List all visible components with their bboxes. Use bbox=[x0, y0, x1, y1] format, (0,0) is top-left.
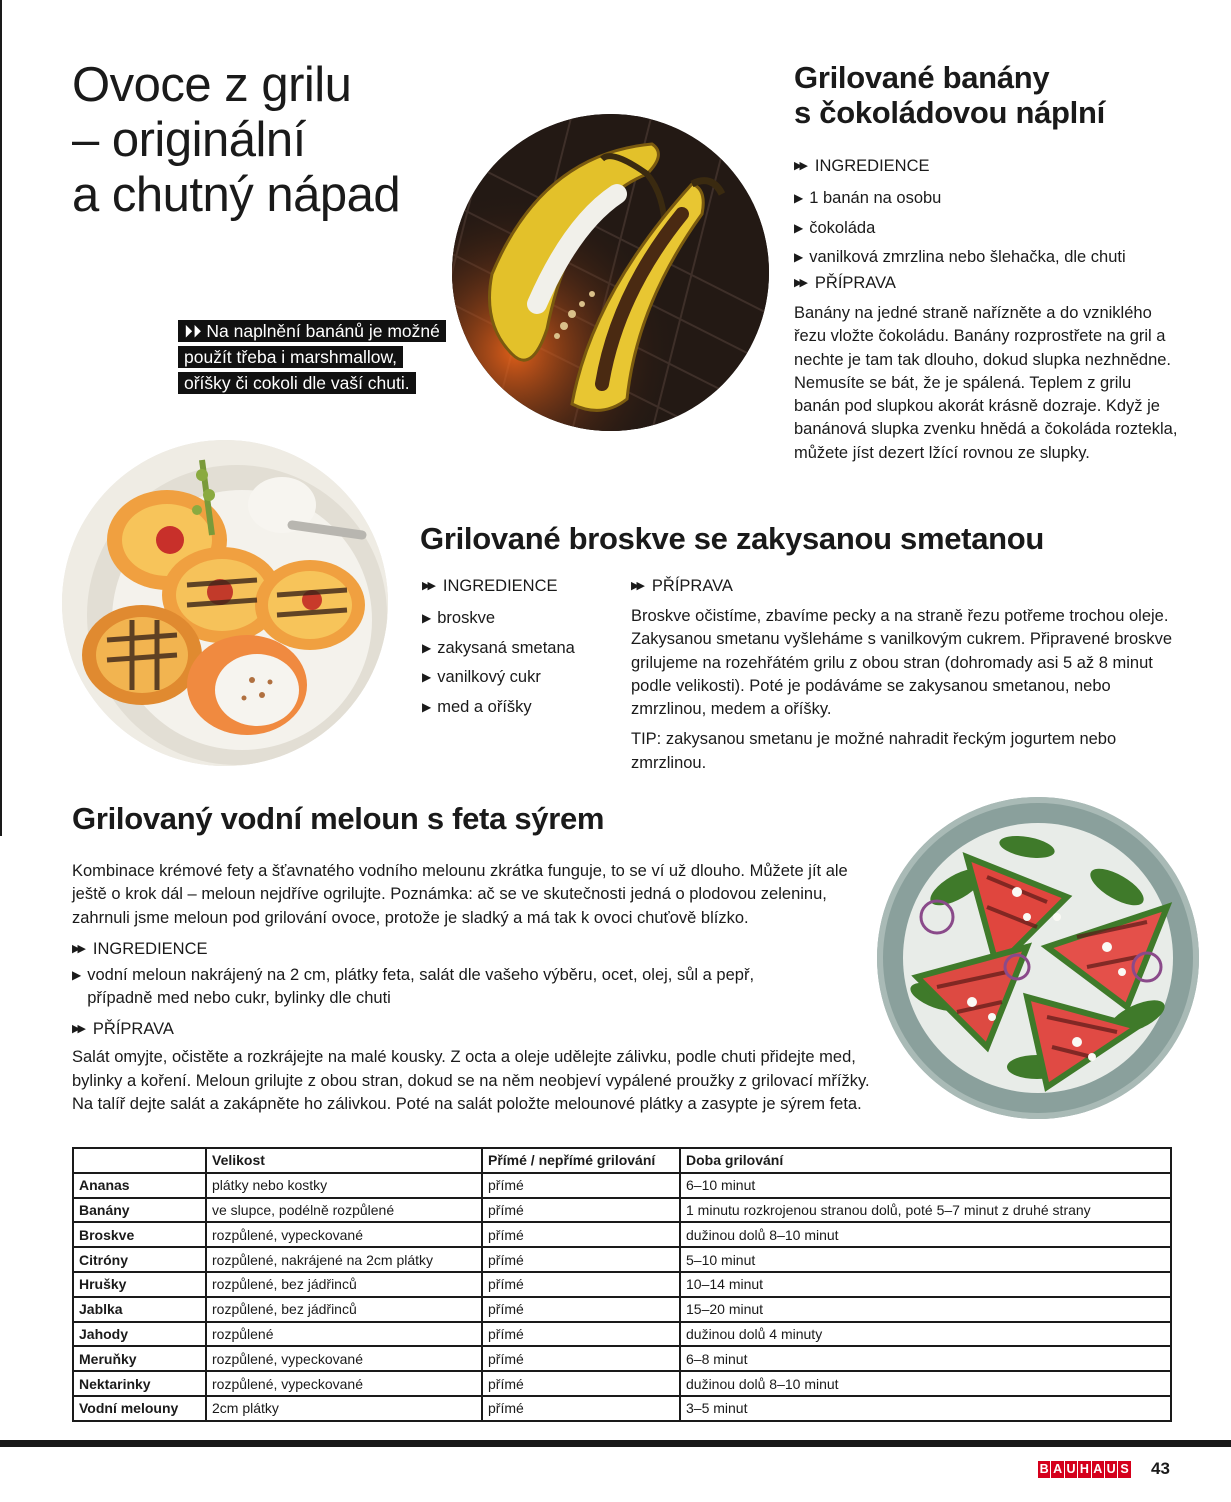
preparation-label: ▶▶ PŘÍPRAVA bbox=[72, 1020, 174, 1039]
title-line: Grilované banány bbox=[794, 60, 1050, 95]
table-cell: přímé bbox=[482, 1297, 680, 1322]
table-row bbox=[73, 1346, 1171, 1371]
list-item: ▶ vanilkový cukr bbox=[422, 663, 622, 693]
bullet-icon: ▶ bbox=[422, 670, 432, 684]
table-cell: Meruňky bbox=[73, 1346, 206, 1371]
fast-forward-icon: ▶▶ bbox=[794, 277, 805, 289]
table-header: Doba grilování bbox=[680, 1148, 1171, 1173]
fast-forward-icon: ▶▶ bbox=[794, 160, 805, 172]
table-header-row bbox=[73, 1148, 1171, 1173]
ingredients-label: ▶▶ INGREDIENCE bbox=[72, 939, 208, 958]
title-line: s čokoládovou náplní bbox=[794, 95, 1105, 130]
table-cell: 2cm plátky bbox=[206, 1396, 482, 1421]
table-cell: rozpůlené, bez jádřinců bbox=[206, 1272, 482, 1297]
banana-ingredients bbox=[794, 155, 1184, 273]
table-cell: přímé bbox=[482, 1371, 680, 1396]
table-cell: dužinou dolů 8–10 minut bbox=[680, 1222, 1171, 1247]
fast-forward-icon: ▶▶ bbox=[631, 580, 642, 592]
table-cell: 3–5 minut bbox=[680, 1396, 1171, 1421]
table-cell: přímé bbox=[482, 1222, 680, 1247]
left-rule bbox=[0, 0, 2, 836]
page-title bbox=[72, 58, 452, 223]
table-cell: rozpůlené, vypeckované bbox=[206, 1346, 482, 1371]
table-cell: 10–14 minut bbox=[680, 1272, 1171, 1297]
fast-forward-icon: ⏵⏵ bbox=[184, 321, 202, 341]
peach-ingredients bbox=[422, 575, 622, 722]
preparation-text: Broskve očistíme, zbavíme pecky a na straně řezu potřeme trochou oleje. Zakysanou smetanu vyšleháme s vanilkovým cukrem. Připravené broskve grilujeme na rozehřátém grilu z obou stran (dohromady asi 5 až 8 minut podle velikosti). Poté je podáváme se zakysanou smetanou, nebo zmrzlinou, medem a oříšky. bbox=[631, 607, 1173, 719]
tip-callout: ⏵⏵ Na naplnění banánů je možné použít třeba i marshmallow, oříšky či cokoli dle vaší chuti. bbox=[178, 318, 440, 396]
preparation-text: Salát omyjte, očistěte a rozkrájejte na malé kousky. Z octa a oleje udělejte zálivku, podle chuti přidejte med, bylinky a koření. Meloun grilujte z obou stran, dokud se na něm neobjeví vypálené proužky z grilovací mřížky. Na talíř dejte salát a zakápněte ho zálivkou. Poté na salát položte melounové plátky a zasypte je sýrem feta. bbox=[72, 1048, 870, 1114]
bullet-icon: ▶ bbox=[794, 250, 804, 264]
list-item: ▶ broskve bbox=[422, 604, 622, 634]
table-row bbox=[73, 1322, 1171, 1347]
bullet-icon: ▶ bbox=[72, 967, 82, 982]
table-row bbox=[73, 1198, 1171, 1223]
tip-text: TIP: zakysanou smetanu je možné nahradit řeckým jogurtem nebo zmrzlinou. bbox=[631, 730, 1117, 772]
preparation-label: ▶▶ PŘÍPRAVA bbox=[631, 577, 733, 595]
title-line: – originální bbox=[72, 113, 306, 167]
bullet-icon: ▶ bbox=[794, 191, 804, 205]
table-cell: Vodní melouny bbox=[73, 1396, 206, 1421]
table-cell: 6–8 minut bbox=[680, 1346, 1171, 1371]
title-line: a chutný nápad bbox=[72, 168, 401, 222]
fast-forward-icon: ▶▶ bbox=[72, 942, 83, 955]
table-row bbox=[73, 1396, 1171, 1421]
bullet-icon: ▶ bbox=[422, 611, 432, 625]
table-cell: Nektarinky bbox=[73, 1371, 206, 1396]
table-row bbox=[73, 1173, 1171, 1198]
table-cell: Hrušky bbox=[73, 1272, 206, 1297]
table-cell: přímé bbox=[482, 1173, 680, 1198]
list-item: ▶ med a oříšky bbox=[422, 693, 622, 723]
table-row bbox=[73, 1272, 1171, 1297]
bullet-icon: ▶ bbox=[422, 699, 432, 714]
table-row bbox=[73, 1297, 1171, 1322]
table-cell: Jablka bbox=[73, 1297, 206, 1322]
preparation-label: ▶▶ PŘÍPRAVA bbox=[794, 274, 896, 292]
list-item: ▶ vanilková zmrzlina nebo šlehačka, dle chuti bbox=[794, 243, 1184, 273]
table-row bbox=[73, 1371, 1171, 1396]
list-item: ▶ 1 banán na osobu bbox=[794, 184, 1184, 214]
table-cell: ve slupce, podélně rozpůlené bbox=[206, 1198, 482, 1223]
table-cell: přímé bbox=[482, 1346, 680, 1371]
peach-recipe-title: Grilované broskve se zakysanou smetanou bbox=[420, 521, 1045, 556]
table-cell: přímé bbox=[482, 1247, 680, 1272]
table-row bbox=[73, 1222, 1171, 1247]
table-cell: 1 minutu rozkrojenou stranou dolů, poté 5–7 minut z druhé strany bbox=[680, 1198, 1171, 1223]
table-header: Velikost bbox=[206, 1148, 482, 1173]
grilling-table bbox=[72, 1147, 1172, 1422]
melon-recipe-title: Grilovaný vodní meloun s feta sýrem bbox=[72, 801, 605, 836]
fast-forward-icon: ▶▶ bbox=[422, 580, 433, 592]
table-cell: přímé bbox=[482, 1322, 680, 1347]
preparation-text: Banány na jedné straně nařízněte a do vzniklého řezu vložte čokoládu. Banány rozprostřete na gril a nechte je tam tak dlouho, dokud slupka nezhnědne. Nemusíte se bát, že je spálená. Teplem z grilu banán pod slupkou akorát krásně dozraje. Když je banánová slupka zvenku hnědá a čokoláda roztekla, můžete jíst dezert lžící rovnou ze slupky. bbox=[794, 304, 1178, 462]
table-row bbox=[73, 1247, 1171, 1272]
list-item bbox=[72, 964, 872, 1011]
table-cell: rozpůlené, vypeckované bbox=[206, 1222, 482, 1247]
table-cell: rozpůlené, vypeckované bbox=[206, 1371, 482, 1396]
bullet-icon: ▶ bbox=[794, 220, 804, 235]
table-header: Přímé / nepřímé grilování bbox=[482, 1148, 680, 1173]
ingredients-line: případně med nebo cukr, bylinky dle chuti bbox=[87, 989, 391, 1008]
table-cell: přímé bbox=[482, 1396, 680, 1421]
footer-rule bbox=[0, 1440, 1231, 1447]
list-item: ▶ zakysaná smetana bbox=[422, 634, 622, 664]
table-cell: přímé bbox=[482, 1272, 680, 1297]
table-header bbox=[73, 1148, 206, 1173]
melon-recipe-body bbox=[72, 860, 872, 1116]
table-cell: Broskve bbox=[73, 1222, 206, 1247]
grilled-banana-photo bbox=[452, 114, 769, 431]
table-cell: rozpůlené, nakrájené na 2cm plátky bbox=[206, 1247, 482, 1272]
grilled-peach-photo bbox=[62, 440, 388, 766]
table-cell: Banány bbox=[73, 1198, 206, 1223]
banana-recipe-title bbox=[794, 60, 1105, 130]
table-cell: Ananas bbox=[73, 1173, 206, 1198]
table-cell: rozpůlené, bez jádřinců bbox=[206, 1297, 482, 1322]
bauhaus-logo: B A U H A U S bbox=[1038, 1461, 1131, 1478]
page-number: 43 bbox=[1151, 1459, 1170, 1478]
bullet-icon: ▶ bbox=[422, 640, 432, 655]
intro-text: Kombinace krémové fety a šťavnatého vodního melounu zkrátka funguje, to se ví už dlouho. Můžete jít ale ještě o krok dál – meloun nejdříve ogrilujte. Poznámka: ač se ve skutečnosti jedná o plodovou zeleninu, zahrnuli jsme meloun pod grilování ovoce, protože je sladký a má tak k ovoci chuťově blízko. bbox=[72, 862, 848, 927]
table-cell: přímé bbox=[482, 1198, 680, 1223]
table-cell: plátky nebo kostky bbox=[206, 1173, 482, 1198]
ingredients-label: ▶▶ INGREDIENCE bbox=[422, 577, 558, 595]
table-cell: 15–20 minut bbox=[680, 1297, 1171, 1322]
table-cell: dužinou dolů 4 minuty bbox=[680, 1322, 1171, 1347]
table-cell: 6–10 minut bbox=[680, 1173, 1171, 1198]
grilled-watermelon-photo bbox=[877, 797, 1199, 1119]
peach-preparation bbox=[631, 575, 1176, 775]
list-item: ▶ čokoláda bbox=[794, 214, 1184, 244]
ingredients-label: ▶▶ INGREDIENCE bbox=[794, 157, 930, 175]
table-cell: dužinou dolů 8–10 minut bbox=[680, 1371, 1171, 1396]
title-line: Ovoce z grilu bbox=[72, 58, 352, 112]
table-cell: Jahody bbox=[73, 1322, 206, 1347]
banana-preparation bbox=[794, 272, 1179, 465]
fast-forward-icon: ▶▶ bbox=[72, 1023, 83, 1036]
table-cell: Citróny bbox=[73, 1247, 206, 1272]
table-cell: rozpůlené bbox=[206, 1322, 482, 1347]
ingredients-line: vodní meloun nakrájený na 2 cm, plátky feta, salát dle vašeho výběru, ocet, olej, sůl a pepř, bbox=[87, 965, 755, 984]
table-cell: 5–10 minut bbox=[680, 1247, 1171, 1272]
